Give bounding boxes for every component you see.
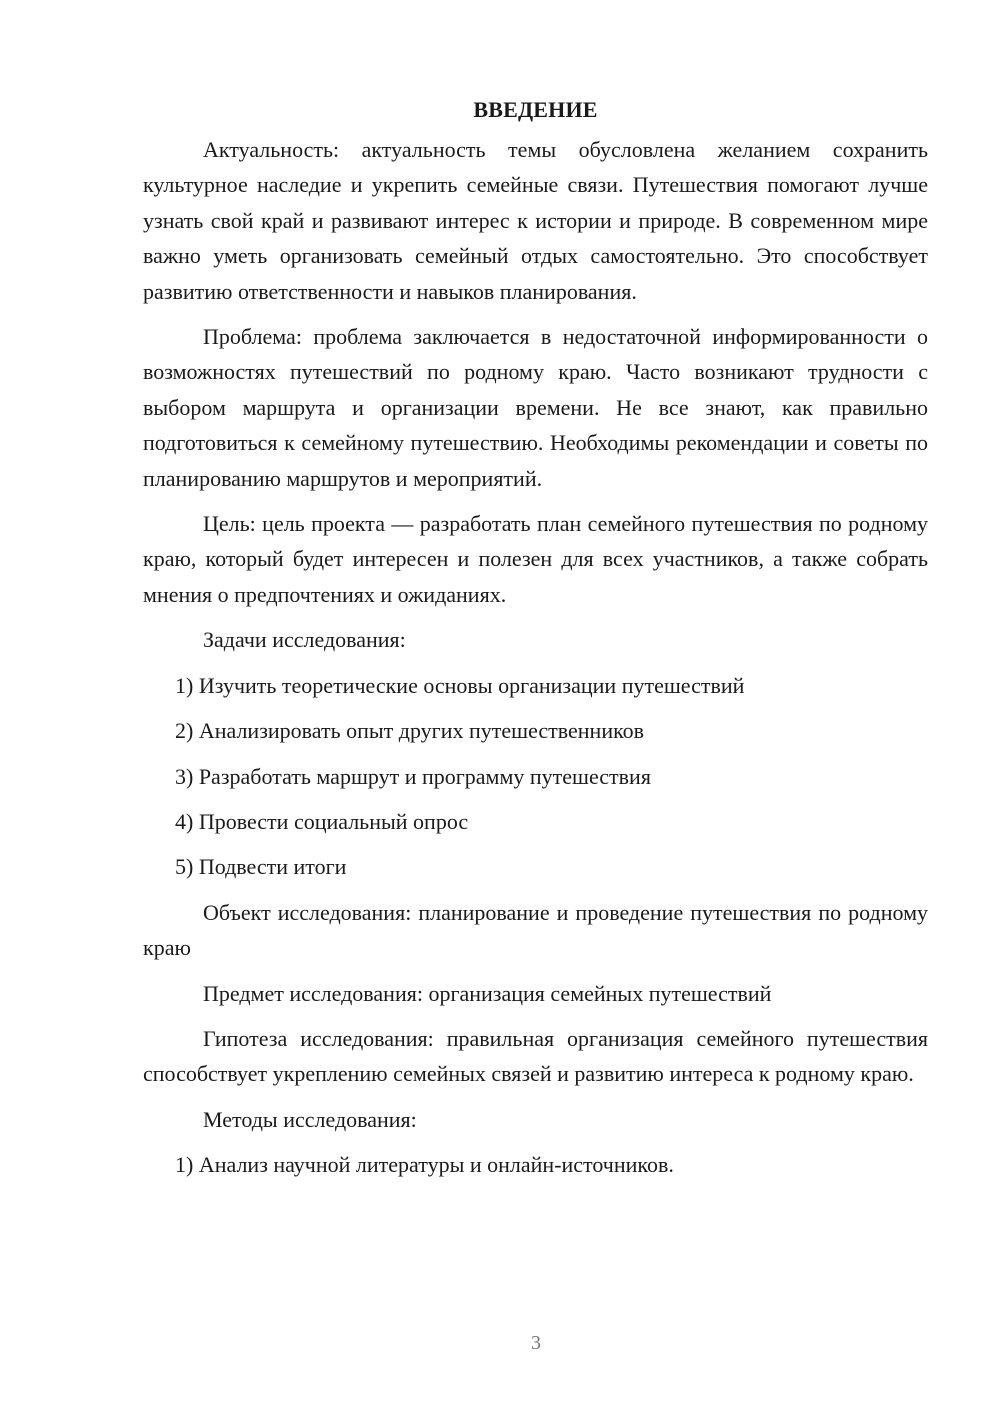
task-item-1: 1) Изучить теоретические основы организации путешествий <box>175 672 745 698</box>
method-item-1: 1) Анализ научной литературы и онлайн-источников. <box>175 1152 674 1178</box>
paragraph-relevance: Актуальность: актуальность темы обусловлена желанием сохранить культурное наследие и укрепить семейные связи. Путешествия помогают лучше узнать свой край и развивают интерес к истории и природе. В современном мире важно уметь организовать семейный отдых самостоятельно. Это способствует развитию ответственности и навыков планирования. <box>143 137 928 304</box>
task-item-3: 3) Разработать маршрут и программу путешествия <box>175 763 651 789</box>
task-item-4: 4) Провести социальный опрос <box>175 808 469 834</box>
tasks-heading: Задачи исследования: <box>203 627 406 653</box>
page-number: 3 <box>531 1332 541 1354</box>
task-item-2: 2) Анализировать опыт других путешественников <box>175 718 645 744</box>
paragraph-goal: Цель: цель проекта — разработать план семейного путешествия по родному краю, который будет интересен и полезен для всех участников, а также собрать мнения о предпочтениях и ожиданиях. <box>143 511 928 607</box>
task-item-5: 5) Подвести итоги <box>175 854 347 880</box>
paragraph-problem: Проблема: проблема заключается в недостаточной информированности о возможностях путешествий по родному краю. Часто возникают трудности с выбором маршрута и организации времени. Не все знают, как правильно подготовиться к семейному путешествию. Необходимы рекомендации и советы по планированию маршрутов и мероприятий. <box>143 324 928 491</box>
section-title: ВВЕДЕНИЕ <box>473 97 598 122</box>
paragraph-hypothesis: Гипотеза исследования: правильная организация семейного путешествия способствует укреплению семейных связей и развитию интереса к родному краю. <box>143 1025 928 1087</box>
paragraph-object: Объект исследования: планирование и проведение путешествия по родному краю <box>143 899 928 961</box>
document-page <box>143 94 928 1183</box>
paragraph-subject: Предмет исследования: организация семейных путешествий <box>203 980 772 1006</box>
methods-heading: Методы исследования: <box>203 1106 417 1132</box>
